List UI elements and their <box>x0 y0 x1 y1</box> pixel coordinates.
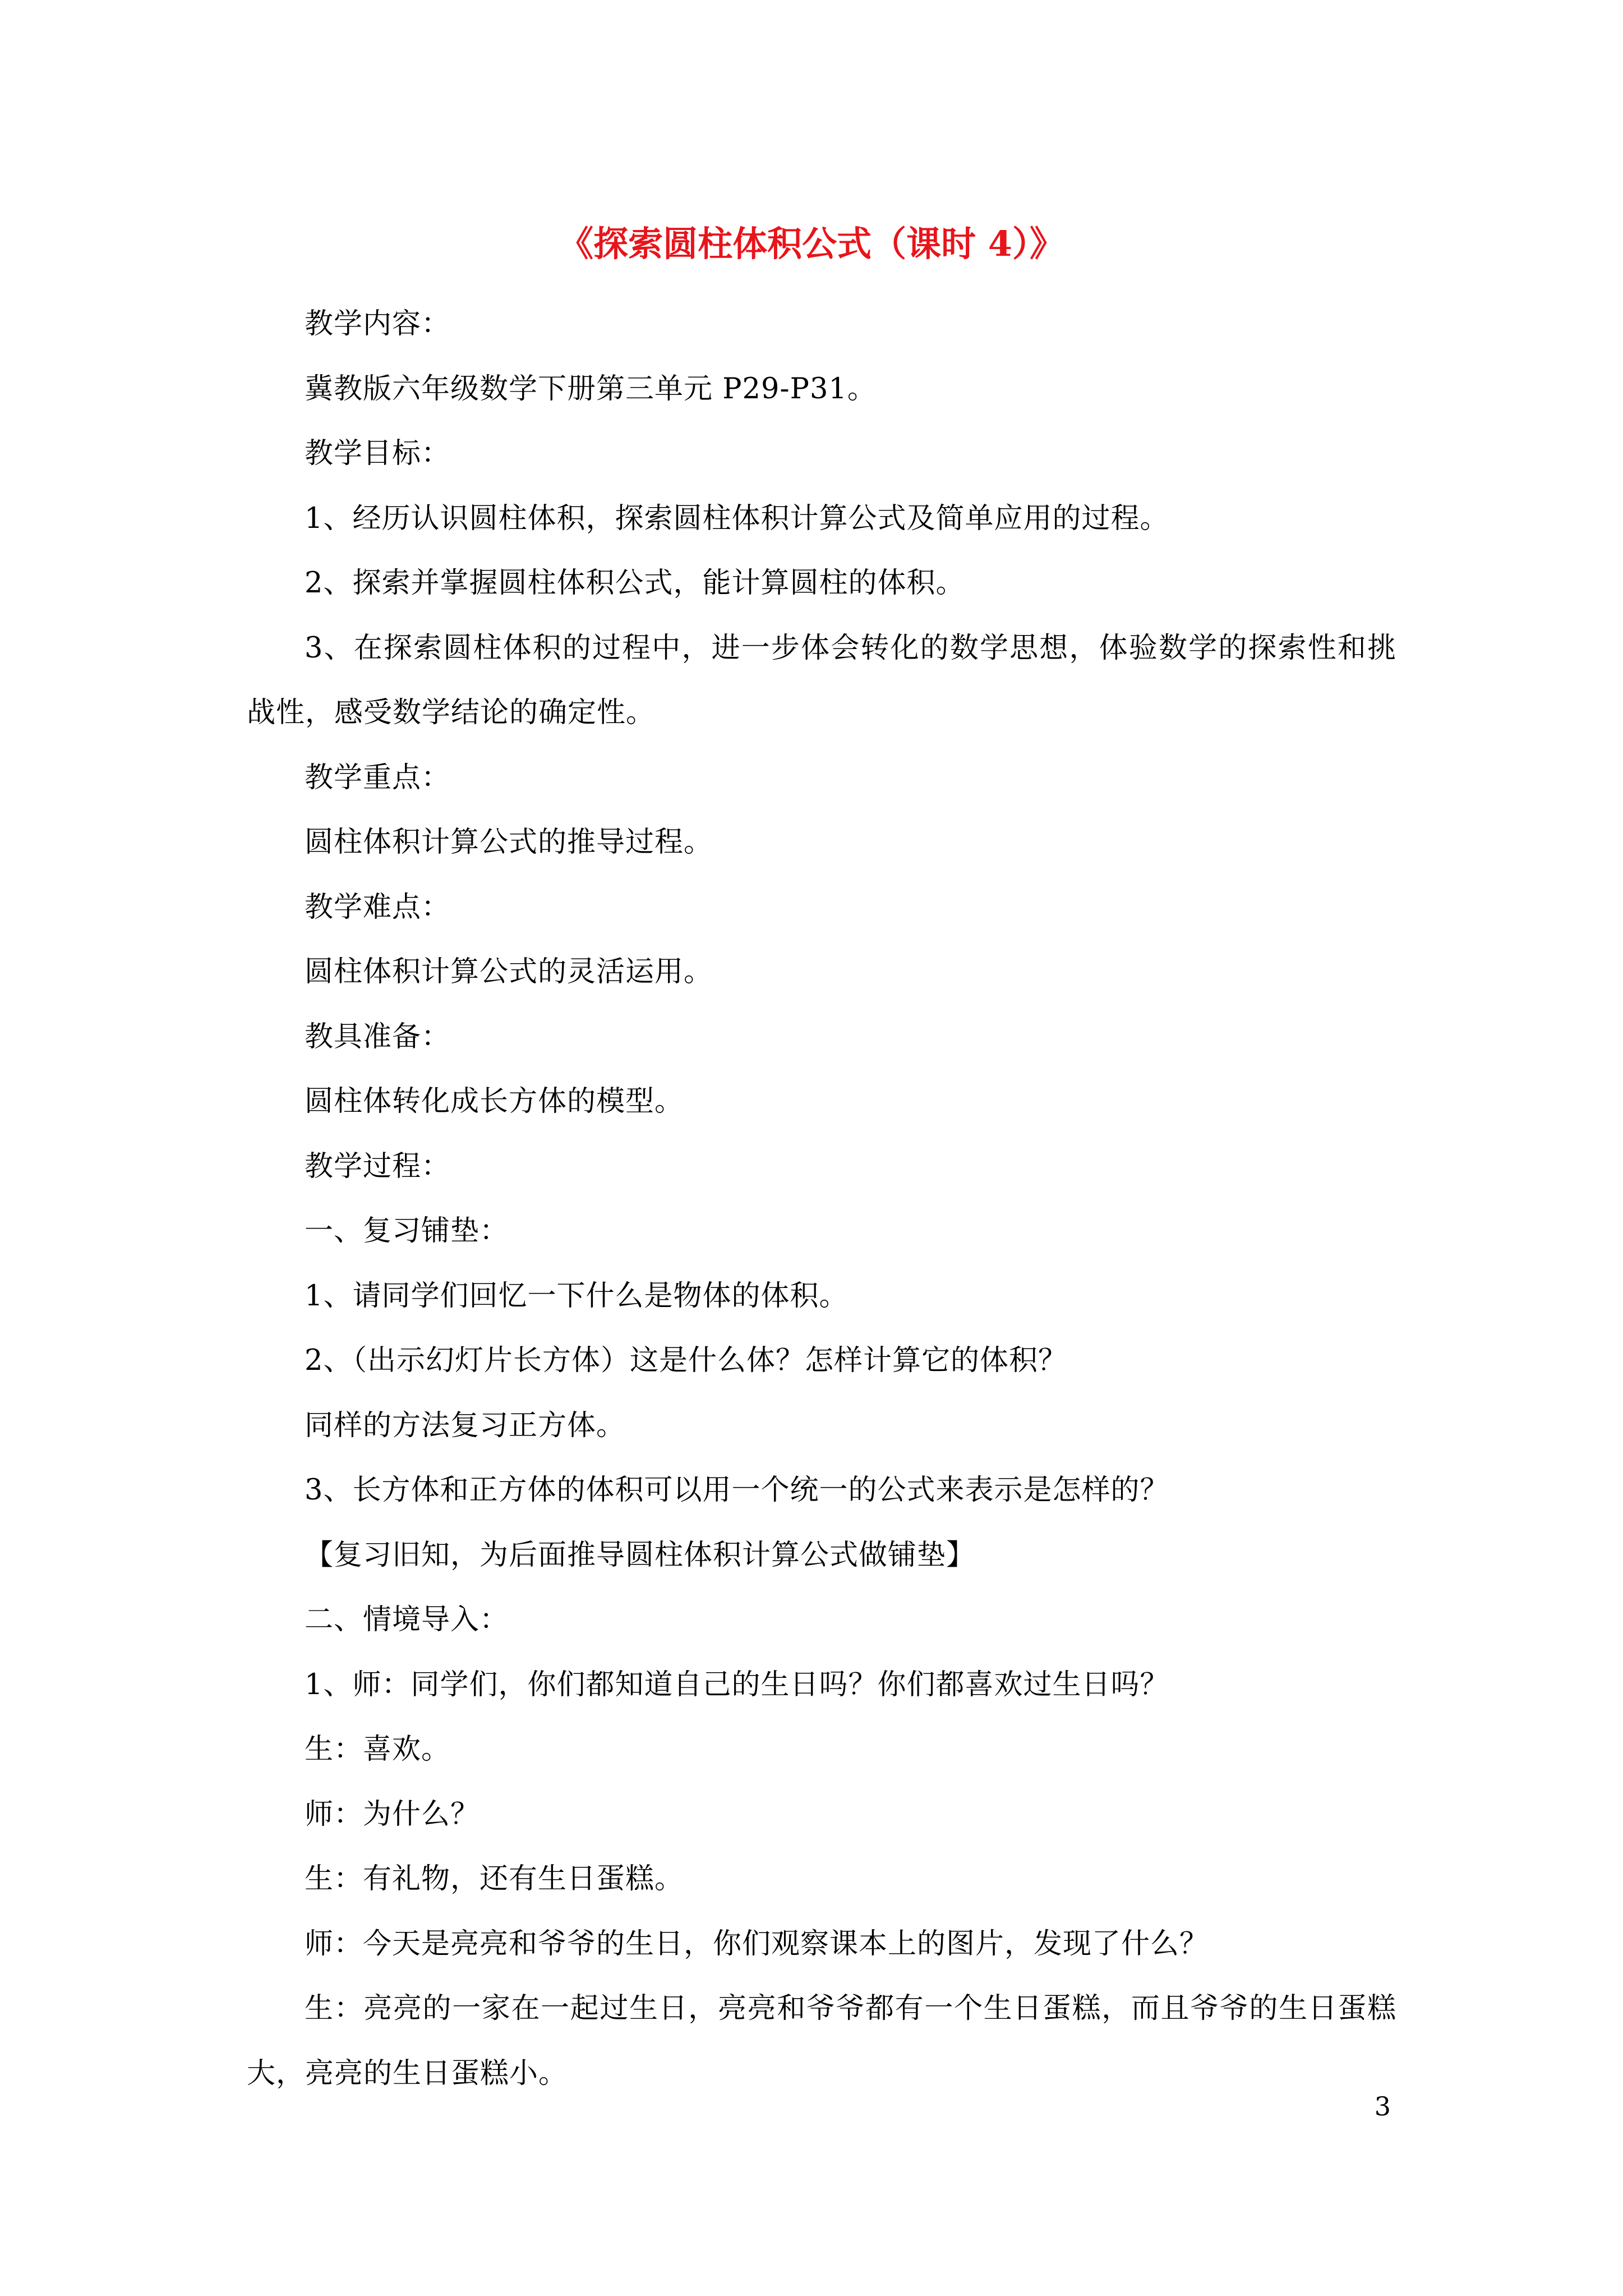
paragraph: 3、长方体和正方体的体积可以用一个统一的公式来表示是怎样的？ <box>305 1474 1169 1507</box>
paragraph: 一、复习铺垫： <box>305 1214 509 1248</box>
paragraph: 生：有礼物，还有生日蛋糕。 <box>305 1862 684 1895</box>
paragraph: 圆柱体转化成长方体的模型。 <box>305 1085 684 1118</box>
paragraph: 圆柱体积计算公式的灵活运用。 <box>305 955 713 988</box>
paragraph: 教具准备： <box>305 1020 451 1053</box>
paragraph: 师：为什么？ <box>305 1797 480 1831</box>
page-number: 3 <box>1374 2091 1391 2122</box>
paragraph: 【复习旧知，为后面推导圆柱体积计算公式做铺垫】 <box>305 1538 976 1572</box>
paragraph: 二、情境导入： <box>305 1603 509 1636</box>
paragraph: 教学重点： <box>305 761 451 794</box>
paragraph: 教学内容： <box>305 307 451 341</box>
paragraph: 圆柱体积计算公式的推导过程。 <box>305 826 713 859</box>
paragraph: 3、在探索圆柱体积的过程中，进一步体会转化的数学思想，体验数学的探索性和挑战性，感受数学结论的确定性。 <box>247 631 1396 729</box>
paragraph: 1、师：同学们，你们都知道自己的生日吗？你们都喜欢过生日吗？ <box>305 1668 1169 1701</box>
paragraph: 教学难点： <box>305 890 451 924</box>
paragraph: 1、请同学们回忆一下什么是物体的体积。 <box>305 1279 849 1313</box>
paragraph: 教学过程： <box>305 1149 451 1183</box>
paragraph: 冀教版六年级数学下册第三单元 P29-P31。 <box>305 372 877 406</box>
document-body <box>247 292 1396 2106</box>
paragraph: 教学目标： <box>305 437 451 470</box>
paragraph: 同样的方法复习正方体。 <box>305 1409 626 1442</box>
paragraph: 2、探索并掌握圆柱体积公式，能计算圆柱的体积。 <box>305 567 965 600</box>
paragraph: 生：亮亮的一家在一起过生日，亮亮和爷爷都有一个生日蛋糕，而且爷爷的生日蛋糕大，亮亮的生日蛋糕小。 <box>247 1992 1396 2090</box>
paragraph: 生：喜欢。 <box>305 1733 451 1766</box>
document-title: 《探索圆柱体积公式（课时 4）》 <box>559 223 1064 264</box>
paragraph: 师：今天是亮亮和爷爷的生日，你们观察课本上的图片，发现了什么？ <box>305 1927 1209 1961</box>
paragraph: 1、经历认识圆柱体积，探索圆柱体积计算公式及简单应用的过程。 <box>305 501 1169 535</box>
paragraph: 2、（出示幻灯片长方体）这是什么体？怎样计算它的体积？ <box>305 1344 1067 1377</box>
